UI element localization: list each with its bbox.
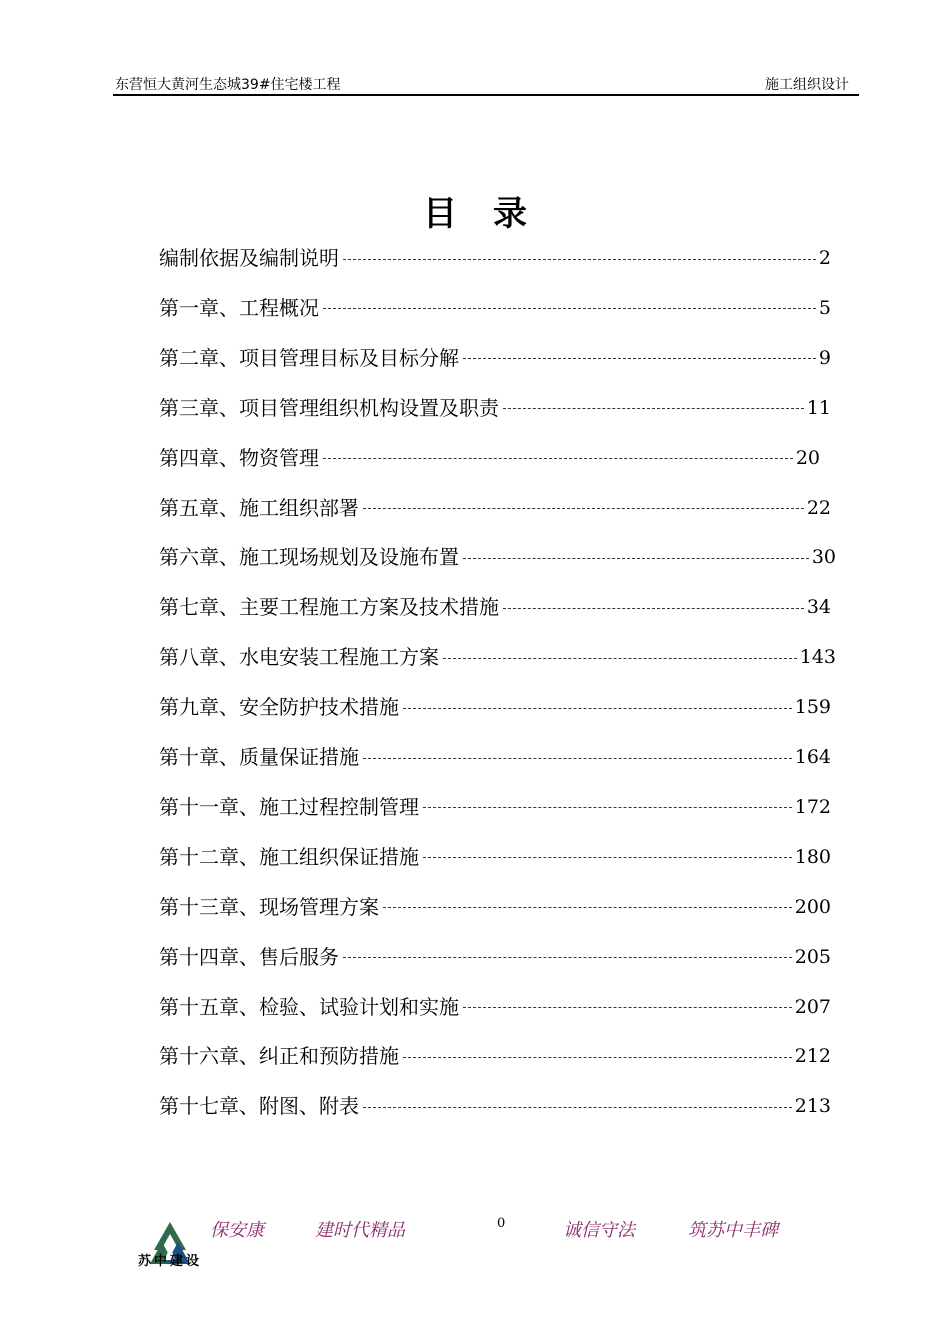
toc-entry-page: 5: [818, 296, 831, 319]
toc-entry-title: 第十五章、检验、试验计划和实施: [159, 994, 459, 1019]
toc-entry[interactable]: [159, 742, 831, 772]
toc-title: 目录: [423, 194, 563, 234]
toc-dot-leader: [403, 1057, 792, 1058]
toc-entry[interactable]: [159, 692, 831, 722]
toc-entry[interactable]: [159, 592, 831, 622]
toc-entry-title: 第十六章、纠正和预防措施: [159, 1044, 399, 1069]
toc-entry[interactable]: [159, 1041, 831, 1071]
page-footer: [0, 1200, 950, 1280]
footer-slogan-4: 筑苏中丰碑: [688, 1220, 778, 1241]
toc-entry-title: 第十一章、施工过程控制管理: [159, 794, 419, 819]
toc-entry-title: 第二章、项目管理目标及目标分解: [159, 345, 459, 370]
header-project-name: 东营恒大黄河生态城39#住宅楼工程: [115, 77, 341, 93]
toc-entry-page: 11: [806, 396, 831, 419]
page-number: 0: [497, 1216, 506, 1231]
toc-entry-title: 第十四章、售后服务: [159, 944, 339, 969]
toc-dot-leader: [343, 957, 792, 958]
toc-entry[interactable]: [159, 542, 836, 572]
building-triangle-logo-icon: [138, 1210, 203, 1280]
toc-dot-leader: [363, 758, 792, 759]
toc-entry-title: 第七章、主要工程施工方案及技术措施: [159, 595, 499, 620]
footer-slogan-2: 建时代精品: [315, 1220, 405, 1241]
toc-entry[interactable]: [159, 842, 831, 872]
toc-entry-title: 第五章、施工组织部署: [159, 495, 359, 520]
toc-entry[interactable]: [159, 942, 831, 972]
toc-entry-title: 第一章、工程概况: [159, 295, 319, 320]
toc-dot-leader: [463, 558, 809, 559]
toc-dot-leader: [343, 259, 816, 260]
toc-entry-page: 30: [811, 546, 836, 569]
toc-dot-leader: [463, 1007, 792, 1008]
toc-entry-page: 200: [794, 895, 831, 918]
toc-entry-page: 172: [794, 795, 831, 818]
toc-dot-leader: [323, 458, 793, 459]
toc-entry-page: 9: [818, 346, 831, 369]
toc-dot-leader: [363, 1107, 792, 1108]
toc-dot-leader: [463, 358, 816, 359]
footer-slogan-3: 诚信守法: [563, 1220, 635, 1241]
toc-entry-title: 第八章、水电安装工程施工方案: [159, 645, 439, 670]
toc-entry[interactable]: [159, 792, 831, 822]
toc-entry-page: 20: [795, 446, 820, 469]
toc-entry[interactable]: [159, 892, 831, 922]
toc-entry[interactable]: [159, 1091, 831, 1121]
page-header: [113, 72, 859, 96]
toc-entry[interactable]: [159, 992, 831, 1022]
toc-entry-title: 第九章、安全防护技术措施: [159, 695, 399, 720]
toc-entry[interactable]: [159, 293, 831, 323]
toc-entry-page: 180: [794, 845, 831, 868]
toc-entry[interactable]: [159, 443, 820, 473]
toc-entry-page: 205: [794, 945, 831, 968]
toc-dot-leader: [423, 857, 792, 858]
company-logo-text: 苏中建设: [138, 1254, 203, 1269]
toc-entry-page: 143: [799, 646, 836, 669]
toc-entry-title: 第十七章、附图、附表: [159, 1094, 359, 1119]
toc-entry-page: 213: [794, 1095, 831, 1118]
toc-entry[interactable]: [159, 642, 836, 672]
toc-entry-title: 编制依据及编制说明: [159, 246, 339, 270]
toc-entry-page: 212: [794, 1045, 831, 1068]
toc-dot-leader: [503, 408, 804, 409]
toc-entry-page: 22: [806, 496, 831, 519]
toc-dot-leader: [403, 708, 792, 709]
toc-entry-title: 第十三章、现场管理方案: [159, 894, 379, 919]
toc-entry-page: 164: [794, 746, 831, 768]
toc-entry-page: 34: [806, 596, 831, 619]
toc-dot-leader: [423, 807, 792, 808]
toc-entry-title: 第三章、项目管理组织机构设置及职责: [159, 395, 499, 420]
toc-entry-title: 第十二章、施工组织保证措施: [159, 844, 419, 869]
toc-dot-leader: [383, 907, 792, 908]
toc-entry[interactable]: [159, 393, 831, 423]
toc-entry-page: 159: [794, 696, 831, 719]
toc-entry[interactable]: [159, 343, 831, 373]
toc-entry[interactable]: [159, 493, 831, 523]
toc-entry[interactable]: [159, 243, 831, 273]
footer-slogan-1: 保安康: [210, 1220, 264, 1241]
toc-entry-title: 第六章、施工现场规划及设施布置: [159, 545, 459, 570]
toc-entry-page: 207: [794, 995, 831, 1018]
toc-dot-leader: [443, 658, 797, 659]
toc-dot-leader: [323, 308, 816, 309]
toc-entry-title: 第十章、质量保证措施: [159, 745, 359, 769]
toc-entry-page: 2: [818, 247, 831, 269]
toc-entry-title: 第四章、物资管理: [159, 445, 319, 470]
header-document-type: 施工组织设计: [765, 77, 849, 93]
toc-dot-leader: [503, 608, 804, 609]
toc-dot-leader: [363, 508, 804, 509]
